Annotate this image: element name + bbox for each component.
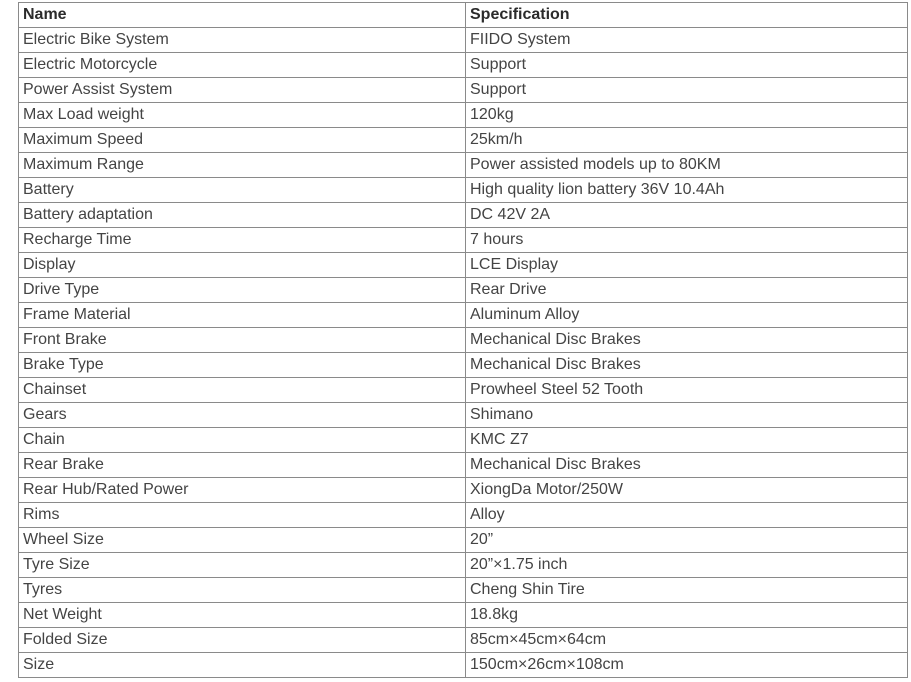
spec-name-cell: Net Weight — [19, 603, 466, 628]
spec-value-cell: 7 hours — [466, 228, 908, 253]
spec-name-cell: Chain — [19, 428, 466, 453]
spec-value-cell: Power assisted models up to 80KM — [466, 153, 908, 178]
spec-value-cell: Alloy — [466, 503, 908, 528]
spec-value-cell: Shimano — [466, 403, 908, 428]
spec-name-cell: Drive Type — [19, 278, 466, 303]
spec-name-cell: Chainset — [19, 378, 466, 403]
spec-value-cell: 20” — [466, 528, 908, 553]
table-row — [19, 628, 908, 653]
table-row — [19, 403, 908, 428]
spec-value-cell: Cheng Shin Tire — [466, 578, 908, 603]
spec-name-cell: Gears — [19, 403, 466, 428]
spec-name-cell: Maximum Speed — [19, 128, 466, 153]
table-row — [19, 603, 908, 628]
spec-table-body — [19, 28, 908, 678]
table-row — [19, 78, 908, 103]
column-header-name: Name — [19, 3, 466, 28]
table-row — [19, 128, 908, 153]
table-row — [19, 28, 908, 53]
spec-value-cell: 150cm×26cm×108cm — [466, 653, 908, 678]
table-row — [19, 303, 908, 328]
spec-name-cell: Battery adaptation — [19, 203, 466, 228]
table-row — [19, 503, 908, 528]
spec-name-cell: Display — [19, 253, 466, 278]
table-header-row — [19, 3, 908, 28]
spec-name-cell: Frame Material — [19, 303, 466, 328]
spec-name-cell: Rear Hub/Rated Power — [19, 478, 466, 503]
spec-name-cell: Front Brake — [19, 328, 466, 353]
table-row — [19, 478, 908, 503]
spec-value-cell: XiongDa Motor/250W — [466, 478, 908, 503]
table-row — [19, 428, 908, 453]
spec-name-cell: Brake Type — [19, 353, 466, 378]
spec-value-cell: High quality lion battery 36V 10.4Ah — [466, 178, 908, 203]
spec-name-cell: Electric Motorcycle — [19, 53, 466, 78]
table-row — [19, 178, 908, 203]
spec-value-cell: 120kg — [466, 103, 908, 128]
table-row — [19, 153, 908, 178]
spec-value-cell: Prowheel Steel 52 Tooth — [466, 378, 908, 403]
table-row — [19, 53, 908, 78]
spec-value-cell: Mechanical Disc Brakes — [466, 353, 908, 378]
spec-value-cell: Support — [466, 53, 908, 78]
table-row — [19, 653, 908, 678]
spec-name-cell: Rims — [19, 503, 466, 528]
table-row — [19, 453, 908, 478]
table-row — [19, 203, 908, 228]
spec-value-cell: FIIDO System — [466, 28, 908, 53]
table-row — [19, 278, 908, 303]
spec-value-cell: Aluminum Alloy — [466, 303, 908, 328]
table-row — [19, 253, 908, 278]
spec-value-cell: DC 42V 2A — [466, 203, 908, 228]
spec-value-cell: 18.8kg — [466, 603, 908, 628]
spec-name-cell: Max Load weight — [19, 103, 466, 128]
spec-name-cell: Battery — [19, 178, 466, 203]
table-row — [19, 328, 908, 353]
table-row — [19, 103, 908, 128]
column-header-specification: Specification — [466, 3, 908, 28]
table-row — [19, 378, 908, 403]
spec-value-cell: 85cm×45cm×64cm — [466, 628, 908, 653]
spec-value-cell: 25km/h — [466, 128, 908, 153]
spec-name-cell: Rear Brake — [19, 453, 466, 478]
spec-value-cell: 20”×1.75 inch — [466, 553, 908, 578]
spec-value-cell: Support — [466, 78, 908, 103]
spec-name-cell: Power Assist System — [19, 78, 466, 103]
spec-value-cell: Rear Drive — [466, 278, 908, 303]
table-row — [19, 228, 908, 253]
spec-value-cell: Mechanical Disc Brakes — [466, 453, 908, 478]
spec-name-cell: Recharge Time — [19, 228, 466, 253]
spec-value-cell: LCE Display — [466, 253, 908, 278]
spec-name-cell: Maximum Range — [19, 153, 466, 178]
spec-name-cell: Wheel Size — [19, 528, 466, 553]
spec-name-cell: Electric Bike System — [19, 28, 466, 53]
spec-name-cell: Folded Size — [19, 628, 466, 653]
spec-name-cell: Tyres — [19, 578, 466, 603]
spec-value-cell: KMC Z7 — [466, 428, 908, 453]
table-row — [19, 578, 908, 603]
table-row — [19, 528, 908, 553]
table-row — [19, 553, 908, 578]
spec-name-cell: Tyre Size — [19, 553, 466, 578]
spec-name-cell: Size — [19, 653, 466, 678]
table-row — [19, 353, 908, 378]
spec-table — [18, 2, 908, 678]
spec-value-cell: Mechanical Disc Brakes — [466, 328, 908, 353]
